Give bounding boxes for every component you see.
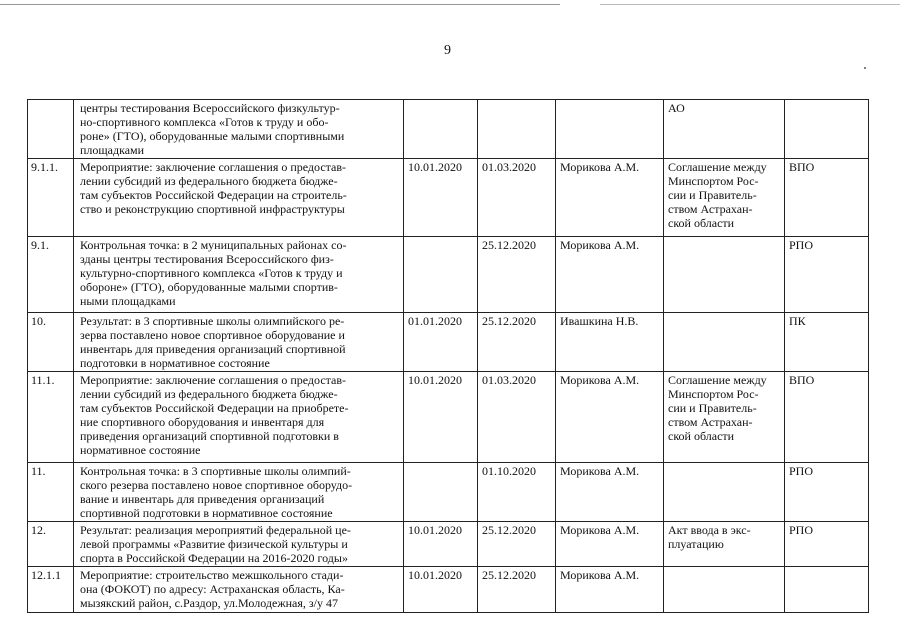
row-number xyxy=(28,100,74,159)
row-description: Мероприятие: строительство межшкольного стади- она (ФОКОТ) по адресу: Астраханская область, Ка- мызякский район, с.Раздор, ул.Молодежная, з/у 47 xyxy=(74,567,404,613)
row-number: 9.1. xyxy=(28,237,74,313)
table-row xyxy=(28,463,869,522)
row-document: АО xyxy=(664,100,785,159)
scan-speck xyxy=(864,67,866,69)
row-end-date xyxy=(478,100,556,159)
row-end-date: 25.12.2020 xyxy=(478,522,556,567)
row-end-date: 25.12.2020 xyxy=(478,313,556,372)
row-responsible: Морикова А.М. xyxy=(556,159,664,237)
table-row xyxy=(28,372,869,463)
row-responsible: Морикова А.М. xyxy=(556,372,664,463)
row-level: ВПО xyxy=(785,159,869,237)
row-description: Мероприятие: заключение соглашения о предостав- лении субсидий из федерального бюджета бюдже- там субъектов Российской Федерации на приобрете- ние спортивного оборудования и инвентаря для приведения организаций спортивной подготовки в нормативное состояние xyxy=(74,372,404,463)
row-responsible: Ивашкина Н.В. xyxy=(556,313,664,372)
row-level: РПО xyxy=(785,463,869,522)
row-description: Результат: реализация мероприятий федеральной це- левой программы «Развитие физической культуры и спорта в Российской Федерации на 2016-2020 годы» xyxy=(74,522,404,567)
row-start-date: 10.01.2020 xyxy=(404,522,478,567)
row-number: 10. xyxy=(28,313,74,372)
row-start-date xyxy=(404,237,478,313)
row-document xyxy=(664,567,785,613)
row-level xyxy=(785,100,869,159)
row-document xyxy=(664,313,785,372)
row-level: РПО xyxy=(785,522,869,567)
row-level: ВПО xyxy=(785,372,869,463)
row-start-date: 10.01.2020 xyxy=(404,372,478,463)
row-start-date: 10.01.2020 xyxy=(404,159,478,237)
scan-top-line xyxy=(0,4,560,5)
row-number: 12.1.1 xyxy=(28,567,74,613)
row-document xyxy=(664,463,785,522)
row-end-date: 01.03.2020 xyxy=(478,372,556,463)
row-document: Соглашение между Минспортом Рос- сии и Правитель- ством Астрахан- ской области xyxy=(664,159,785,237)
row-number: 12. xyxy=(28,522,74,567)
row-start-date: 10.01.2020 xyxy=(404,567,478,613)
row-end-date: 01.03.2020 xyxy=(478,159,556,237)
row-description: центры тестирования Всероссийского физкультур- но-спортивного комплекса «Готов к труду и обо- роне» (ГТО), оборудованные малыми спортивными площадками xyxy=(74,100,404,159)
row-document: Соглашение между Минспортом Рос- сии и Правитель- ством Астрахан- ской области xyxy=(664,372,785,463)
row-level: ПК xyxy=(785,313,869,372)
row-end-date: 25.12.2020 xyxy=(478,567,556,613)
table-row xyxy=(28,100,869,159)
row-responsible: Морикова А.М. xyxy=(556,522,664,567)
table-row xyxy=(28,159,869,237)
row-number: 11. xyxy=(28,463,74,522)
row-end-date: 01.10.2020 xyxy=(478,463,556,522)
schedule-table xyxy=(27,99,869,613)
row-description: Контрольная точка: в 3 спортивные школы олимпий- ского резерва поставлено новое спортивное оборудо- вание и инвентарь для приведения организаций спортивной подготовки в нормативное состояние xyxy=(74,463,404,522)
row-document: Акт ввода в экс- плуатацию xyxy=(664,522,785,567)
row-number: 11.1. xyxy=(28,372,74,463)
page-number: 9 xyxy=(444,43,451,58)
row-start-date: 01.01.2020 xyxy=(404,313,478,372)
row-responsible: Морикова А.М. xyxy=(556,237,664,313)
table-row xyxy=(28,313,869,372)
row-description: Мероприятие: заключение соглашения о предостав- лении субсидий из федерального бюджета бюдже- там субъектов Российской Федерации на строитель- ство и реконструкцию спортивной инфраструктуры xyxy=(74,159,404,237)
row-end-date: 25.12.2020 xyxy=(478,237,556,313)
table-row xyxy=(28,522,869,567)
row-level xyxy=(785,567,869,613)
row-responsible xyxy=(556,100,664,159)
row-description: Результат: в 3 спортивные школы олимпийского ре- зерва поставлено новое спортивное оборудование и инвентарь для приведения организаций спортивной подготовки в нормативное состояние xyxy=(74,313,404,372)
scan-top-line-right xyxy=(600,4,900,5)
row-description: Контрольная точка: в 2 муниципальных районах со- зданы центры тестирования Всероссийского физ- культурно-спортивного комплекса «Готов к труду и обороне» (ГТО), оборудованные малыми спортив- ными площадками xyxy=(74,237,404,313)
row-start-date xyxy=(404,100,478,159)
row-responsible: Морикова А.М. xyxy=(556,567,664,613)
row-document xyxy=(664,237,785,313)
row-responsible: Морикова А.М. xyxy=(556,463,664,522)
row-start-date xyxy=(404,463,478,522)
row-level: РПО xyxy=(785,237,869,313)
table-row xyxy=(28,237,869,313)
table-row xyxy=(28,567,869,613)
row-number: 9.1.1. xyxy=(28,159,74,237)
